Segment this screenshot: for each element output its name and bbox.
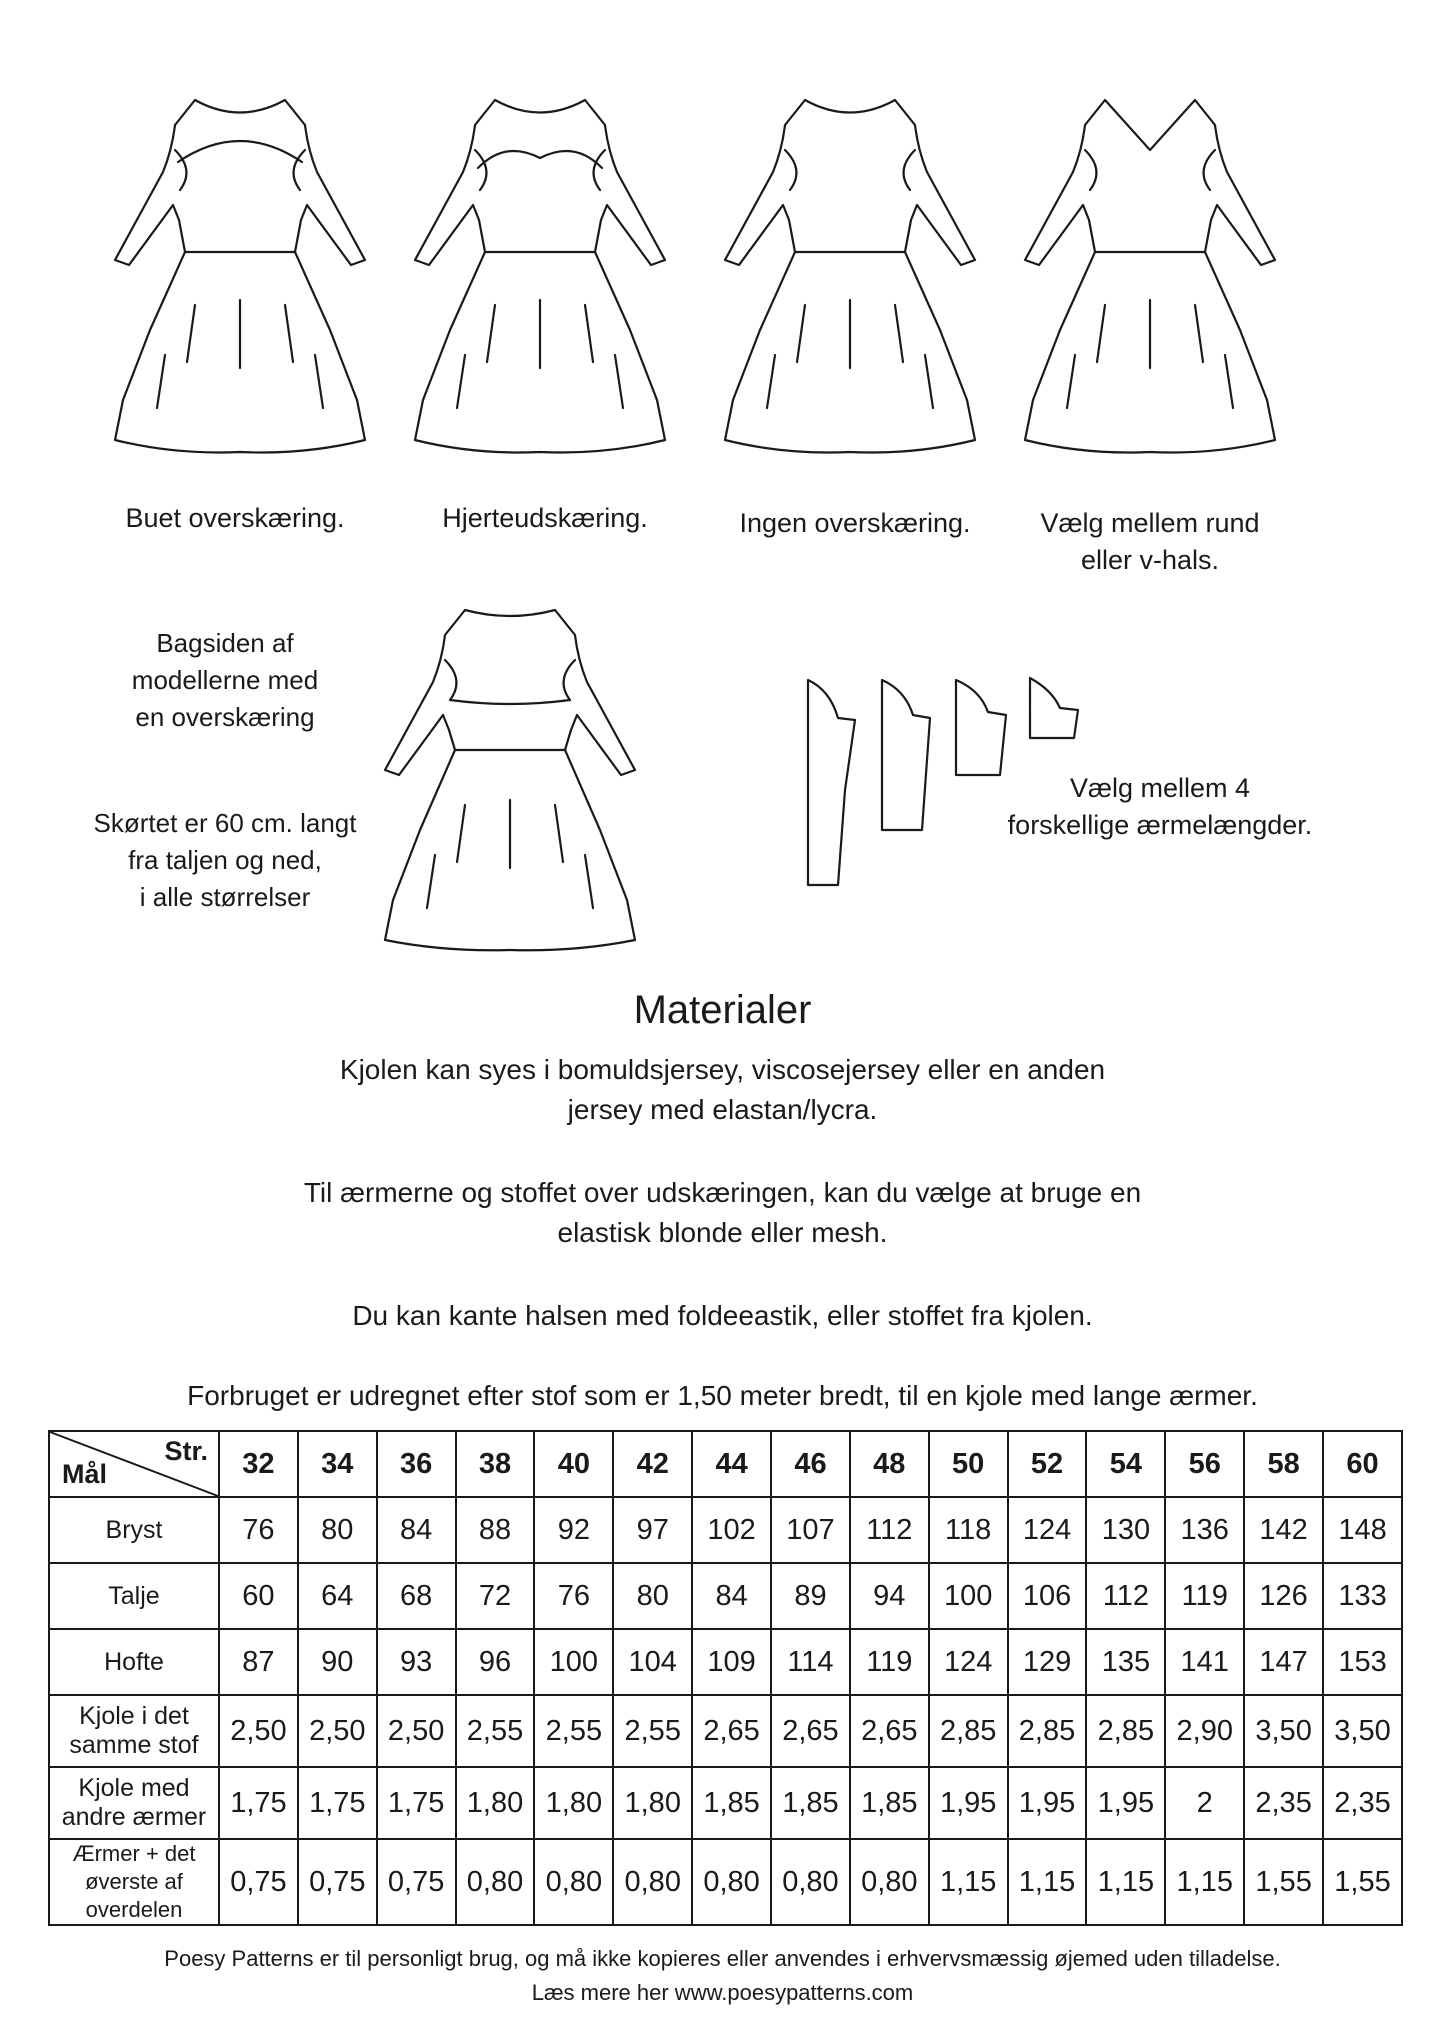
- size-header: 56: [1165, 1431, 1244, 1497]
- table-cell: 1,55: [1323, 1839, 1402, 1925]
- table-cell: 88: [456, 1497, 535, 1563]
- size-header: 52: [1008, 1431, 1087, 1497]
- table-cell: 1,15: [1008, 1839, 1087, 1925]
- table-cell: 2,55: [613, 1695, 692, 1767]
- table-cell: 1,80: [534, 1767, 613, 1839]
- size-header: 46: [771, 1431, 850, 1497]
- size-header: 50: [929, 1431, 1008, 1497]
- table-cell: 106: [1008, 1563, 1087, 1629]
- table-cell: 1,85: [692, 1767, 771, 1839]
- table-cell: 0,80: [534, 1839, 613, 1925]
- row-label: Kjole i det samme stof: [49, 1695, 219, 1767]
- materials-consumption-text: Forbruget er udregnet efter stof som er 1,50 meter bredt, til en kjole med lange ærmer.: [187, 1380, 1258, 1411]
- table-cell: 60: [219, 1563, 298, 1629]
- table-cell: 102: [692, 1497, 771, 1563]
- materials-fabric-text: Kjolen kan syes i bomuldsjersey, viscosejersey eller en anden jersey med elastan/lycra.: [339, 1054, 1106, 1125]
- dress-illustration-v-neck: [1005, 90, 1295, 460]
- table-cell: 1,75: [219, 1767, 298, 1839]
- size-header: 54: [1086, 1431, 1165, 1497]
- table-cell: 136: [1165, 1497, 1244, 1563]
- table-cell: 2,85: [929, 1695, 1008, 1767]
- table-cell: 80: [613, 1563, 692, 1629]
- table-cell: 2,50: [219, 1695, 298, 1767]
- table-cell: 1,95: [929, 1767, 1008, 1839]
- table-cell: 76: [219, 1497, 298, 1563]
- table-cell: 153: [1323, 1629, 1402, 1695]
- table-cell: 1,15: [1165, 1839, 1244, 1925]
- table-cell: 2,50: [377, 1695, 456, 1767]
- table-row: [49, 1767, 1402, 1839]
- materials-neckline-text: Du kan kante halsen med foldeeastik, eller stoffet fra kjolen.: [352, 1300, 1093, 1331]
- table-cell: 97: [613, 1497, 692, 1563]
- size-header: 38: [456, 1431, 535, 1497]
- table-cell: 89: [771, 1563, 850, 1629]
- row-label: Ærmer + det øverste af overdelen: [49, 1839, 219, 1925]
- table-cell: 104: [613, 1629, 692, 1695]
- table-cell: 1,85: [771, 1767, 850, 1839]
- footer-website: Læs mere her www.poesypatterns.com: [531, 1980, 914, 2005]
- table-cell: 2: [1165, 1767, 1244, 1839]
- table-cell: 2,65: [850, 1695, 929, 1767]
- dress-illustration-curved-seam: [95, 90, 385, 460]
- table-cell: 1,85: [850, 1767, 929, 1839]
- caption-sweetheart: Hjerteudskæring.: [442, 503, 648, 533]
- table-cell: 109: [692, 1629, 771, 1695]
- table-cell: 84: [377, 1497, 456, 1563]
- table-cell: 2,50: [298, 1695, 377, 1767]
- materials-title: Materialer: [633, 988, 812, 1032]
- table-cell: 112: [850, 1497, 929, 1563]
- dress-illustration-back-view: [365, 600, 655, 955]
- table-cell: 148: [1323, 1497, 1402, 1563]
- table-cell: 100: [534, 1629, 613, 1695]
- table-cell: 1,95: [1086, 1767, 1165, 1839]
- table-cell: 0,75: [219, 1839, 298, 1925]
- table-cell: 0,80: [613, 1839, 692, 1925]
- dress-illustration-sweetheart: [395, 90, 685, 460]
- skirt-length-note: Skørtet er 60 cm. langt fra taljen og ned, i alle størrelser: [93, 808, 357, 912]
- size-chart-table: [48, 1430, 1403, 1926]
- table-cell: 0,80: [850, 1839, 929, 1925]
- sleeve-length-note: Vælg mellem 4 forskellige ærmelængder.: [1007, 773, 1313, 840]
- table-cell: 2,35: [1323, 1767, 1402, 1839]
- table-cell: 90: [298, 1629, 377, 1695]
- size-header: 44: [692, 1431, 771, 1497]
- table-cell: 94: [850, 1563, 929, 1629]
- dress-illustration-no-seam: [705, 90, 995, 460]
- caption-no-seam: Ingen overskæring.: [739, 508, 971, 538]
- table-cell: 130: [1086, 1497, 1165, 1563]
- table-cell: 0,75: [298, 1839, 377, 1925]
- table-cell: 1,15: [929, 1839, 1008, 1925]
- size-header: 42: [613, 1431, 692, 1497]
- row-label: Talje: [49, 1563, 219, 1629]
- table-cell: 68: [377, 1563, 456, 1629]
- table-cell: 84: [692, 1563, 771, 1629]
- table-cell: 124: [929, 1629, 1008, 1695]
- row-label: Hofte: [49, 1629, 219, 1695]
- table-cell: 2,65: [771, 1695, 850, 1767]
- table-cell: 100: [929, 1563, 1008, 1629]
- table-cell: 1,95: [1008, 1767, 1087, 1839]
- table-cell: 107: [771, 1497, 850, 1563]
- corner-label-size: Str.: [164, 1436, 208, 1466]
- table-cell: 72: [456, 1563, 535, 1629]
- table-cell: 2,55: [456, 1695, 535, 1767]
- size-header: 58: [1244, 1431, 1323, 1497]
- back-view-note: Bagsiden af modellerne med en overskæring: [131, 628, 319, 732]
- table-cell: 129: [1008, 1629, 1087, 1695]
- table-cell: 64: [298, 1563, 377, 1629]
- table-cell: 126: [1244, 1563, 1323, 1629]
- table-cell: 1,75: [298, 1767, 377, 1839]
- table-cell: 1,80: [456, 1767, 535, 1839]
- size-header-row: [49, 1431, 1402, 1497]
- table-cell: 0,75: [377, 1839, 456, 1925]
- table-cell: 2,90: [1165, 1695, 1244, 1767]
- table-cell: 119: [850, 1629, 929, 1695]
- caption-curved-seam: Buet overskæring.: [125, 503, 345, 533]
- table-cell: 0,80: [456, 1839, 535, 1925]
- table-cell: 3,50: [1323, 1695, 1402, 1767]
- table-cell: 1,55: [1244, 1839, 1323, 1925]
- size-header: 60: [1323, 1431, 1402, 1497]
- table-cell: 2,35: [1244, 1767, 1323, 1839]
- table-row: [49, 1695, 1402, 1767]
- table-cell: 1,75: [377, 1767, 456, 1839]
- table-row: [49, 1629, 1402, 1695]
- table-cell: 119: [1165, 1563, 1244, 1629]
- table-cell: 2,65: [692, 1695, 771, 1767]
- table-cell: 141: [1165, 1629, 1244, 1695]
- table-cell: 80: [298, 1497, 377, 1563]
- table-cell: 135: [1086, 1629, 1165, 1695]
- table-corner-cell: [49, 1431, 219, 1497]
- table-cell: 118: [929, 1497, 1008, 1563]
- table-cell: 0,80: [771, 1839, 850, 1925]
- table-cell: 142: [1244, 1497, 1323, 1563]
- materials-lace-text: Til ærmerne og stoffet over udskæringen, kan du vælge at bruge en elastisk blonde eller mesh.: [303, 1177, 1142, 1248]
- table-row: [49, 1497, 1402, 1563]
- table-cell: 76: [534, 1563, 613, 1629]
- table-cell: 3,50: [1244, 1695, 1323, 1767]
- table-row: [49, 1563, 1402, 1629]
- table-cell: 112: [1086, 1563, 1165, 1629]
- table-cell: 1,15: [1086, 1839, 1165, 1925]
- table-cell: 147: [1244, 1629, 1323, 1695]
- row-label: Kjole med andre ærmer: [49, 1767, 219, 1839]
- caption-neckline-choice: Vælg mellem rund eller v-hals.: [1040, 508, 1260, 575]
- corner-label-measure: Mål: [62, 1459, 108, 1489]
- size-header: 48: [850, 1431, 929, 1497]
- footer-copyright: Poesy Patterns er til personligt brug, og må ikke kopieres eller anvendes i erhvervsmæssig øjemed uden tilladelse.: [164, 1946, 1281, 1971]
- size-header: 36: [377, 1431, 456, 1497]
- row-label: Bryst: [49, 1497, 219, 1563]
- table-cell: 114: [771, 1629, 850, 1695]
- size-header: 32: [219, 1431, 298, 1497]
- table-cell: 2,85: [1086, 1695, 1165, 1767]
- table-cell: 2,85: [1008, 1695, 1087, 1767]
- table-cell: 96: [456, 1629, 535, 1695]
- table-cell: 93: [377, 1629, 456, 1695]
- table-row: [49, 1839, 1402, 1925]
- table-cell: 124: [1008, 1497, 1087, 1563]
- size-header: 40: [534, 1431, 613, 1497]
- table-cell: 1,80: [613, 1767, 692, 1839]
- table-cell: 133: [1323, 1563, 1402, 1629]
- table-cell: 2,55: [534, 1695, 613, 1767]
- size-header: 34: [298, 1431, 377, 1497]
- table-cell: 0,80: [692, 1839, 771, 1925]
- table-cell: 92: [534, 1497, 613, 1563]
- table-cell: 87: [219, 1629, 298, 1695]
